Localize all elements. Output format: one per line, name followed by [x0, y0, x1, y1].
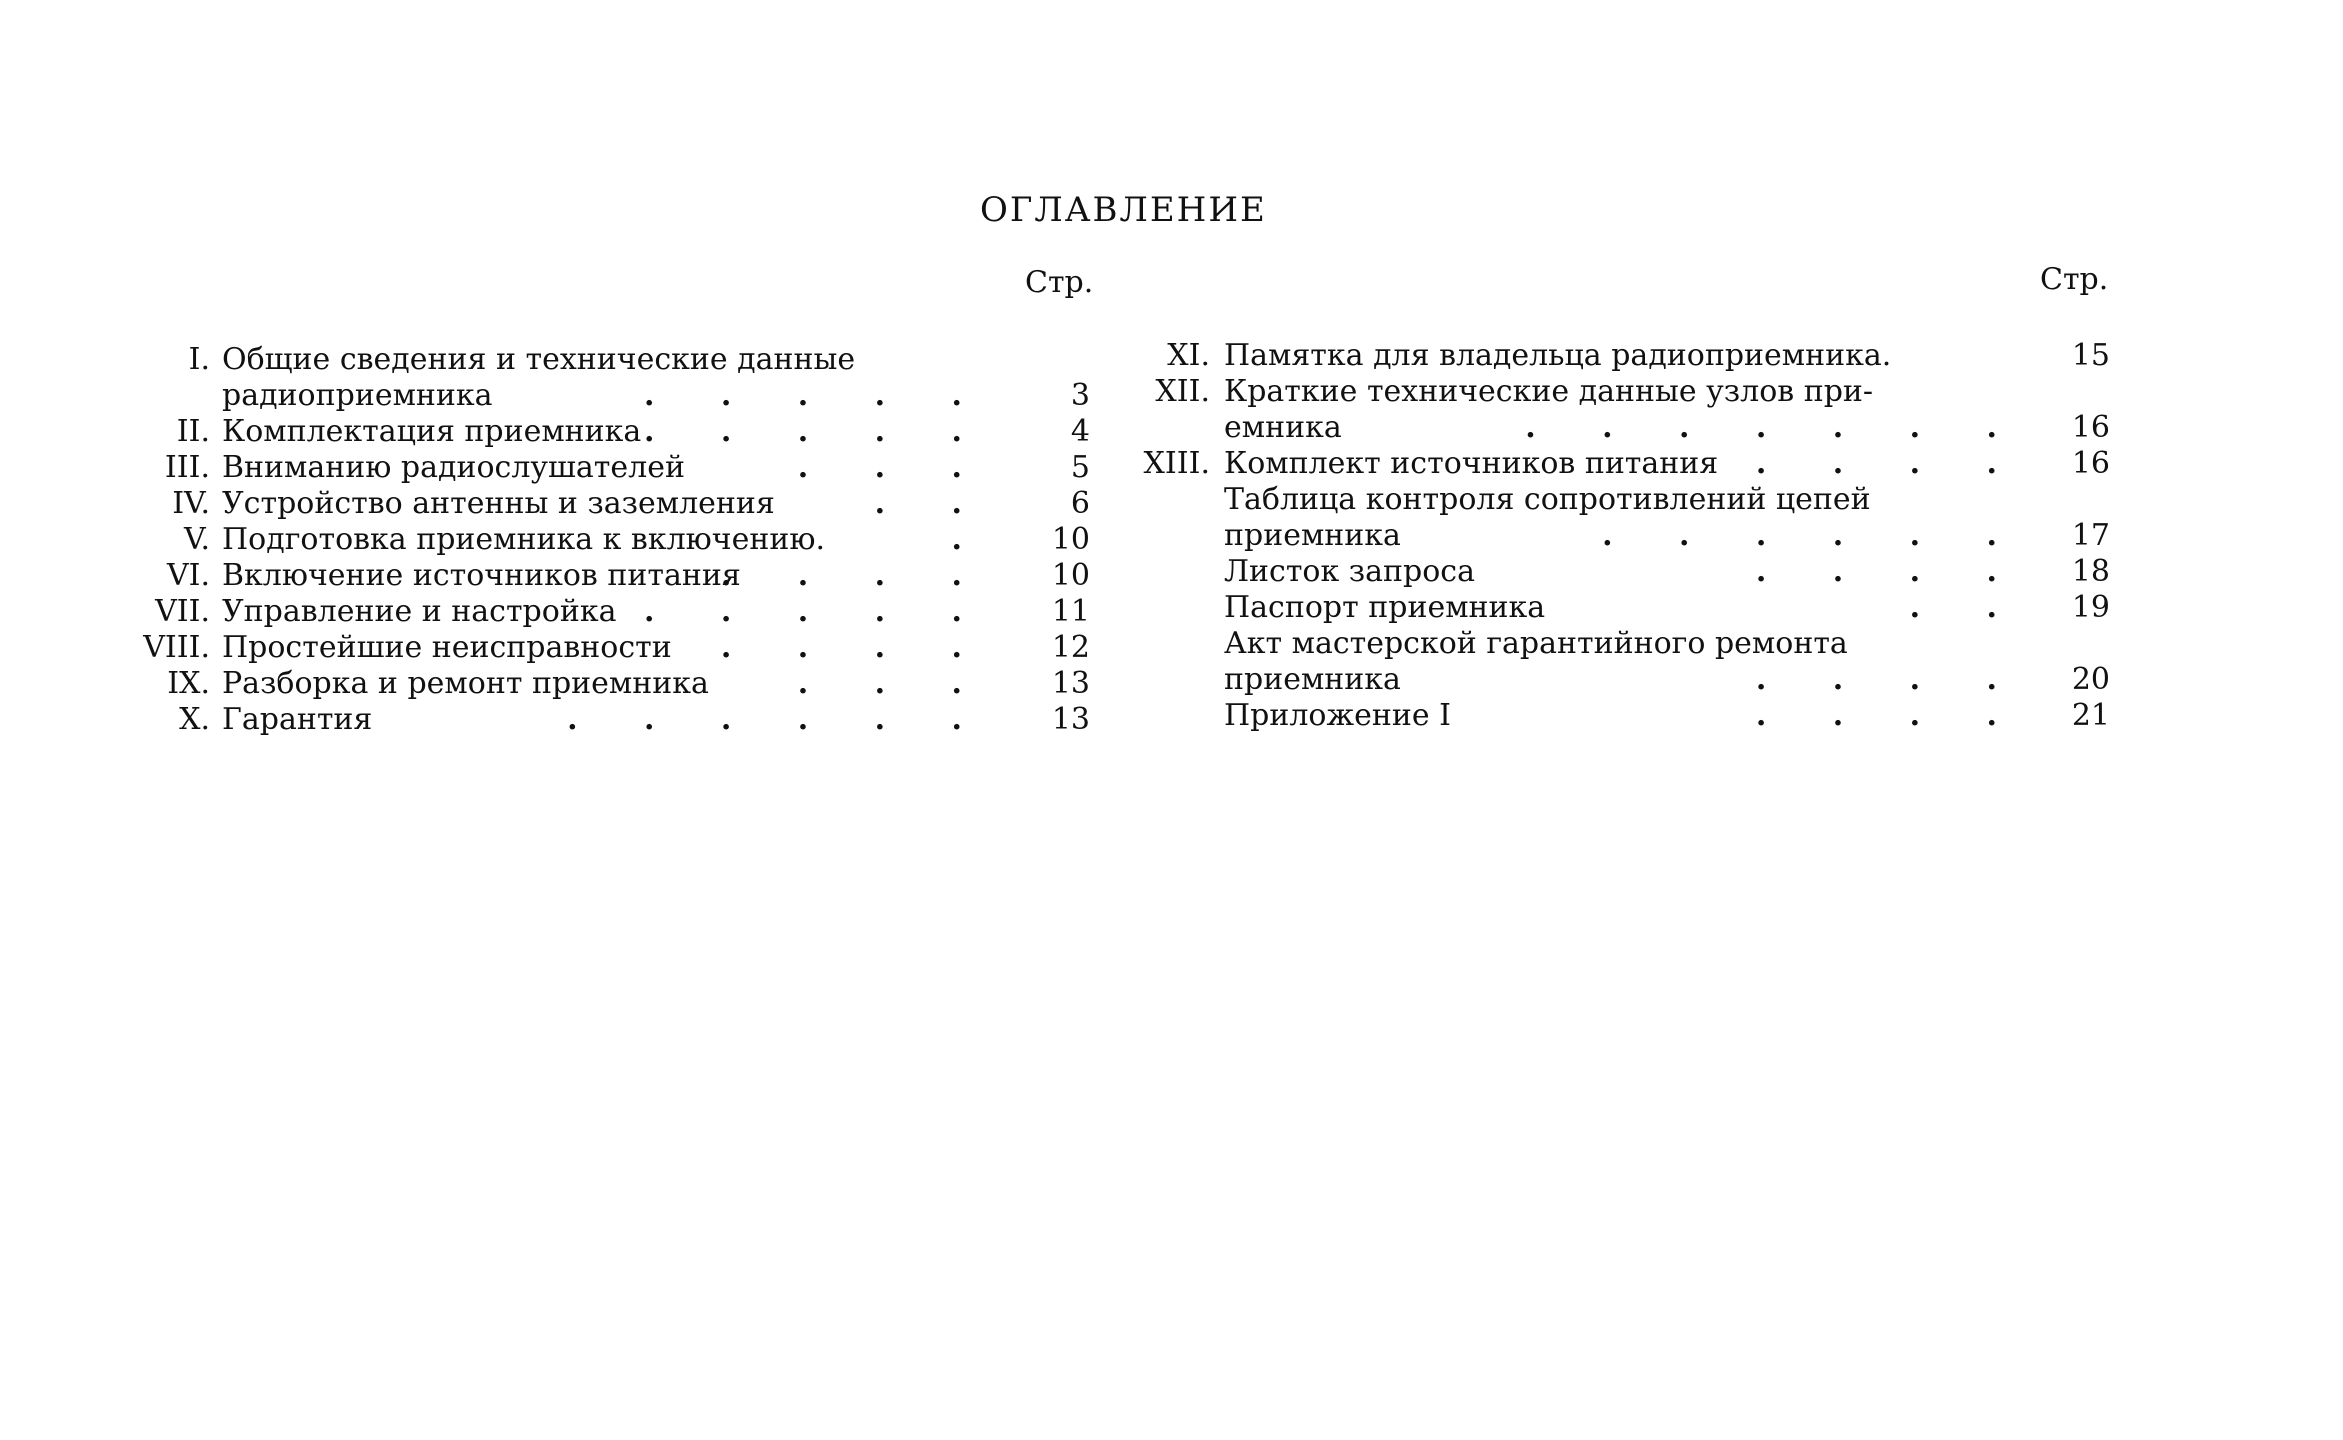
toc-entry[interactable] — [1140, 338, 2115, 374]
toc-entry-text: Устройство антенны и заземления — [222, 486, 775, 521]
toc-entry-line — [1140, 698, 2115, 734]
toc-entry-text: Управление и настройка — [222, 594, 617, 629]
toc-leader-dots: . . . . — [1755, 446, 2025, 481]
toc-entry-text: Приложение I — [1224, 698, 1451, 733]
toc-entry[interactable] — [110, 522, 1110, 558]
toc-entry-number: X. — [179, 702, 210, 737]
toc-leader-dots: . . . . . . — [1602, 518, 2025, 553]
toc-entry-line — [1140, 518, 2115, 554]
toc-entry[interactable] — [110, 666, 1110, 702]
toc-entry-text: Подготовка приемника к включению. — [222, 522, 825, 557]
toc-entry-line — [110, 558, 1110, 594]
toc-entry[interactable] — [110, 630, 1110, 666]
toc-page-number: 5 — [1070, 450, 1090, 485]
toc-entry-text: Включение источников питания — [222, 558, 741, 593]
toc-entry-text: Памятка для владельца радиоприемника. — [1224, 338, 1892, 373]
toc-entry[interactable] — [110, 414, 1110, 450]
toc-page-number: 15 — [2071, 338, 2110, 373]
toc-entry[interactable] — [110, 702, 1110, 738]
toc-entry-line — [1140, 482, 2115, 518]
toc-entry-text: Краткие технические данные узлов при- — [1224, 374, 1874, 409]
toc-leader-dots: . . . . — [1755, 554, 2025, 589]
toc-entry-line — [1140, 338, 2115, 374]
toc-entry-text: Гарантия — [222, 702, 373, 737]
toc-entry-number: III. — [164, 450, 210, 485]
toc-entry-line — [110, 450, 1110, 486]
toc-entry-line — [1140, 554, 2115, 590]
toc-entry-number: XI. — [1167, 338, 1210, 373]
toc-leader-dots: . . . . — [720, 630, 990, 665]
page-column-header-left: Стр. — [1025, 265, 1094, 300]
toc-leader-dots: . . . . — [1755, 662, 2025, 697]
toc-entry-number: IV. — [172, 486, 210, 521]
toc-title: ОГЛАВЛЕНИЕ — [980, 190, 1267, 230]
toc-entry-text: емника — [1224, 410, 1342, 445]
toc-entry-number: XIII. — [1143, 446, 1210, 481]
toc-entry-text: Листок запроса — [1224, 554, 1475, 589]
toc-entry-line — [110, 594, 1110, 630]
toc-entry-line — [110, 702, 1110, 738]
toc-entry-number: I. — [188, 342, 210, 377]
toc-leader-dots: . . . . . — [644, 414, 990, 449]
toc-page-number: 16 — [2071, 410, 2110, 445]
toc-entry-line — [110, 522, 1110, 558]
toc-entry-line — [1140, 410, 2115, 446]
toc-page-number: 19 — [2071, 590, 2110, 625]
toc-page-number: 21 — [2071, 698, 2110, 733]
toc-entry[interactable] — [1140, 698, 2115, 734]
toc-page-number: 20 — [2071, 662, 2110, 697]
toc-entry-line — [1140, 374, 2115, 410]
toc-leader-dots: . . . — [797, 450, 990, 485]
toc-entry-line — [1140, 662, 2115, 698]
toc-leader-dots: . . . . . — [644, 594, 990, 629]
toc-entry-line — [110, 342, 1110, 378]
toc-entry-text: Вниманию радиослушателей — [222, 450, 685, 485]
toc-entry-number: VI. — [166, 558, 210, 593]
toc-leader-dots: . . . — [797, 666, 990, 701]
toc-entry-line — [110, 486, 1110, 522]
toc-page-number: 3 — [1070, 378, 1090, 413]
toc-entry-line — [1140, 590, 2115, 626]
toc-entry-text: Комплект источников питания — [1224, 446, 1719, 481]
toc-entry[interactable] — [110, 594, 1110, 630]
toc-left-column — [110, 342, 1110, 738]
toc-page-number: 4 — [1070, 414, 1090, 449]
page-column-header-right: Стр. — [2040, 262, 2109, 297]
toc-entry-number: IX. — [167, 666, 210, 701]
toc-entry-line — [110, 378, 1110, 414]
toc-leader-dots: . . . . . — [644, 378, 990, 413]
toc-page-number: 10 — [1051, 558, 1090, 593]
toc-page-number: 11 — [1051, 594, 1090, 629]
toc-entry-text: приемника — [1224, 518, 1401, 553]
toc-entry-number: VII. — [155, 594, 210, 629]
toc-entry-number: XII. — [1155, 374, 1210, 409]
toc-leader-dots: . . — [874, 486, 990, 521]
toc-entry-number: V. — [184, 522, 210, 557]
toc-entry[interactable] — [110, 342, 1110, 414]
toc-page-number: 12 — [1051, 630, 1090, 665]
toc-entry[interactable] — [1140, 446, 2115, 482]
toc-entry-number: II. — [176, 414, 210, 449]
toc-entry-text: Разборка и ремонт приемника — [222, 666, 709, 701]
toc-entry-line — [1140, 626, 2115, 662]
toc-leader-dots: . . . . — [1755, 698, 2025, 733]
toc-page-number: 10 — [1051, 522, 1090, 557]
toc-page-number: 17 — [2071, 518, 2110, 553]
toc-entry-line — [110, 630, 1110, 666]
toc-page-number: 16 — [2071, 446, 2110, 481]
toc-entry[interactable] — [1140, 482, 2115, 554]
toc-entry-text: радиоприемника — [222, 378, 493, 413]
toc-entry[interactable] — [1140, 374, 2115, 446]
toc-entry-text: Акт мастерской гарантийного ремонта — [1224, 626, 1848, 661]
toc-right-column — [1140, 338, 2115, 734]
toc-leader-dots: . — [951, 522, 990, 557]
toc-entry-line — [1140, 446, 2115, 482]
toc-entry-number: VIII. — [143, 630, 210, 665]
toc-entry-line — [110, 666, 1110, 702]
toc-entry[interactable] — [1140, 590, 2115, 626]
toc-entry-line — [110, 414, 1110, 450]
toc-leader-dots: . . — [1909, 590, 2025, 625]
toc-page-number: 13 — [1051, 666, 1090, 701]
toc-entry[interactable] — [1140, 626, 2115, 698]
toc-leader-dots: . . . . — [720, 558, 990, 593]
toc-entry-text: Паспорт приемника — [1224, 590, 1546, 625]
toc-entry[interactable] — [110, 486, 1110, 522]
toc-page-number: 13 — [1051, 702, 1090, 737]
toc-entry-text: Общие сведения и технические данные — [222, 342, 856, 377]
toc-entry-text: Таблица контроля сопротивлений цепей — [1224, 482, 1871, 517]
toc-entry[interactable] — [1140, 554, 2115, 590]
toc-entry[interactable] — [110, 450, 1110, 486]
toc-leader-dots: . . . . . . — [567, 702, 990, 737]
toc-entry-text: приемника — [1224, 662, 1401, 697]
toc-page-number: 18 — [2071, 554, 2110, 589]
toc-entry[interactable] — [110, 558, 1110, 594]
toc-page-number: 6 — [1070, 486, 1090, 521]
toc-leader-dots: . . . . . . . — [1525, 410, 2025, 445]
toc-entry-text: Комплектация приемника — [222, 414, 642, 449]
toc-entry-text: Простейшие неисправности — [222, 630, 672, 665]
